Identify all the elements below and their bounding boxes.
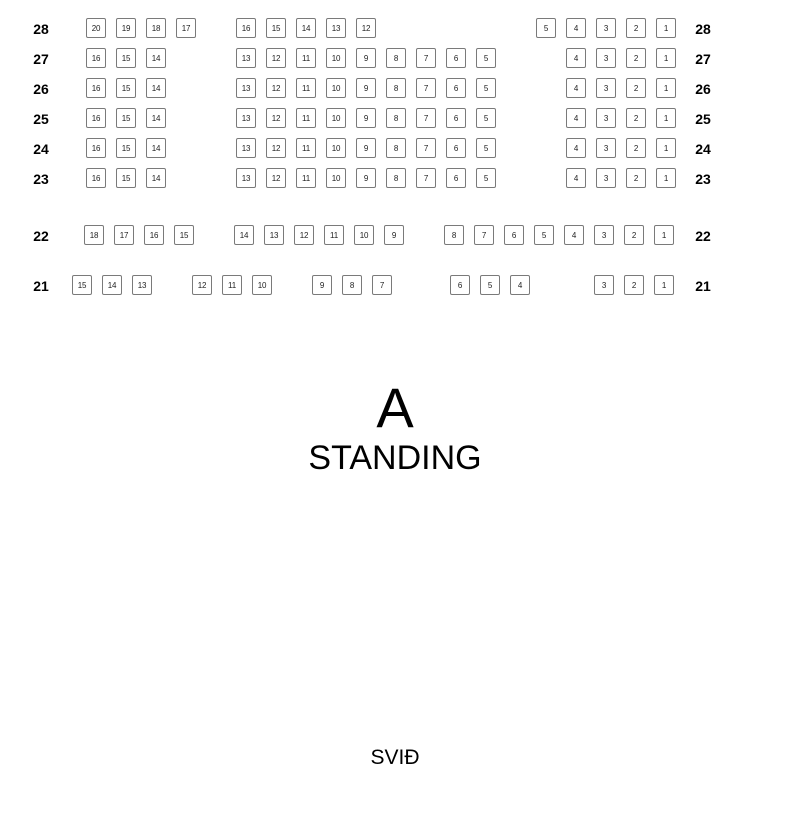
seat[interactable]: 8 — [386, 108, 406, 128]
seat[interactable]: 6 — [504, 225, 524, 245]
seat[interactable]: 3 — [594, 225, 614, 245]
seat[interactable]: 2 — [626, 138, 646, 158]
seat[interactable]: 9 — [356, 78, 376, 98]
seat[interactable]: 11 — [296, 108, 316, 128]
seat[interactable]: 12 — [266, 48, 286, 68]
seat[interactable]: 2 — [626, 78, 646, 98]
seat[interactable]: 16 — [86, 78, 106, 98]
stage-label: SVIÐ — [370, 746, 420, 769]
seat[interactable]: 10 — [252, 275, 272, 295]
seat[interactable]: 8 — [444, 225, 464, 245]
seat[interactable]: 12 — [192, 275, 212, 295]
seat[interactable]: 14 — [102, 275, 122, 295]
seat[interactable]: 13 — [236, 168, 256, 188]
seat[interactable]: 6 — [446, 168, 466, 188]
seat[interactable]: 2 — [626, 18, 646, 38]
seat[interactable]: 8 — [342, 275, 362, 295]
seat[interactable]: 5 — [476, 108, 496, 128]
seat[interactable]: 7 — [416, 138, 436, 158]
seat[interactable]: 14 — [146, 108, 166, 128]
seat[interactable]: 12 — [266, 138, 286, 158]
seat[interactable]: 4 — [566, 48, 586, 68]
row-label-left: 22 — [33, 228, 49, 244]
standing-section-label: STANDING — [308, 439, 482, 477]
seat[interactable]: 15 — [174, 225, 194, 245]
seat[interactable]: 15 — [116, 78, 136, 98]
seat[interactable]: 13 — [236, 78, 256, 98]
seat[interactable]: 17 — [176, 18, 196, 38]
seat[interactable]: 1 — [654, 275, 674, 295]
seat[interactable]: 9 — [356, 108, 376, 128]
seat[interactable]: 2 — [626, 168, 646, 188]
seat[interactable]: 5 — [536, 18, 556, 38]
seat[interactable]: 1 — [656, 108, 676, 128]
seat[interactable]: 6 — [446, 108, 466, 128]
row-label-left: 27 — [33, 51, 49, 67]
seat[interactable]: 14 — [146, 78, 166, 98]
seat[interactable]: 10 — [326, 138, 346, 158]
seat[interactable]: 8 — [386, 138, 406, 158]
seat[interactable]: 1 — [656, 168, 676, 188]
seat[interactable]: 5 — [476, 48, 496, 68]
seat[interactable]: 7 — [416, 78, 436, 98]
seat[interactable]: 9 — [356, 48, 376, 68]
seat[interactable]: 10 — [326, 48, 346, 68]
seat[interactable]: 5 — [476, 138, 496, 158]
seat[interactable]: 16 — [86, 108, 106, 128]
seat[interactable]: 12 — [294, 225, 314, 245]
seat[interactable]: 5 — [476, 168, 496, 188]
seat[interactable]: 13 — [132, 275, 152, 295]
seat[interactable]: 14 — [146, 138, 166, 158]
seat-row — [0, 168, 790, 190]
seat[interactable]: 3 — [596, 168, 616, 188]
seat[interactable]: 4 — [566, 108, 586, 128]
seat[interactable]: 6 — [446, 78, 466, 98]
seat-row — [0, 18, 790, 40]
seat[interactable]: 2 — [626, 108, 646, 128]
seat[interactable]: 1 — [656, 138, 676, 158]
seat[interactable]: 12 — [266, 168, 286, 188]
seat[interactable]: 6 — [446, 138, 466, 158]
seat[interactable]: 3 — [596, 18, 616, 38]
row-label-right: 24 — [695, 141, 711, 157]
seat[interactable]: 7 — [416, 48, 436, 68]
seat[interactable]: 8 — [386, 168, 406, 188]
seat[interactable]: 7 — [372, 275, 392, 295]
seat[interactable]: 4 — [566, 138, 586, 158]
row-label-right: 27 — [695, 51, 711, 67]
seat[interactable]: 19 — [116, 18, 136, 38]
seat[interactable]: 13 — [326, 18, 346, 38]
seat[interactable]: 17 — [114, 225, 134, 245]
seat-row — [0, 138, 790, 160]
seat-row — [0, 78, 790, 100]
seat[interactable]: 9 — [356, 168, 376, 188]
seat[interactable]: 20 — [86, 18, 106, 38]
seat[interactable]: 11 — [296, 48, 316, 68]
seat-row — [0, 48, 790, 70]
seat[interactable]: 11 — [222, 275, 242, 295]
seat[interactable]: 13 — [264, 225, 284, 245]
seat[interactable]: 3 — [596, 108, 616, 128]
seat[interactable]: 14 — [296, 18, 316, 38]
seat[interactable]: 7 — [416, 108, 436, 128]
seat[interactable]: 16 — [86, 48, 106, 68]
seat[interactable]: 8 — [386, 78, 406, 98]
seat[interactable]: 14 — [234, 225, 254, 245]
seat[interactable]: 15 — [72, 275, 92, 295]
seat[interactable]: 4 — [566, 78, 586, 98]
seat[interactable]: 9 — [356, 138, 376, 158]
seat-row — [0, 225, 790, 247]
seat[interactable]: 13 — [236, 48, 256, 68]
seat[interactable]: 9 — [384, 225, 404, 245]
row-label-right: 26 — [695, 81, 711, 97]
seat[interactable]: 3 — [594, 275, 614, 295]
seat[interactable]: 10 — [326, 168, 346, 188]
seat[interactable]: 13 — [236, 138, 256, 158]
seat[interactable]: 15 — [116, 138, 136, 158]
seat-row — [0, 108, 790, 130]
seat[interactable]: 5 — [476, 78, 496, 98]
seat-row — [0, 275, 790, 297]
seat[interactable]: 4 — [510, 275, 530, 295]
standing-section-letter: A — [376, 376, 414, 439]
row-label-right: 28 — [695, 21, 711, 37]
seat[interactable]: 1 — [656, 18, 676, 38]
row-label-left: 21 — [33, 278, 49, 294]
seat[interactable]: 7 — [474, 225, 494, 245]
seat[interactable]: 6 — [446, 48, 466, 68]
seat[interactable]: 3 — [596, 78, 616, 98]
seat[interactable]: 6 — [450, 275, 470, 295]
seat[interactable]: 11 — [296, 78, 316, 98]
seat[interactable]: 16 — [86, 138, 106, 158]
seat[interactable]: 10 — [326, 108, 346, 128]
seat[interactable]: 10 — [326, 78, 346, 98]
seat[interactable]: 4 — [566, 168, 586, 188]
seat[interactable]: 2 — [624, 225, 644, 245]
seat[interactable]: 18 — [146, 18, 166, 38]
row-label-left: 26 — [33, 81, 49, 97]
seat[interactable]: 2 — [624, 275, 644, 295]
row-label-right: 22 — [695, 228, 711, 244]
seat[interactable]: 1 — [656, 48, 676, 68]
seat[interactable]: 3 — [596, 48, 616, 68]
seat[interactable]: 4 — [564, 225, 584, 245]
seat[interactable]: 13 — [236, 108, 256, 128]
row-label-left: 24 — [33, 141, 49, 157]
row-label-left: 28 — [33, 21, 49, 37]
seat[interactable]: 11 — [296, 168, 316, 188]
row-label-left: 25 — [33, 111, 49, 127]
seat[interactable]: 14 — [146, 168, 166, 188]
seat[interactable]: 16 — [86, 168, 106, 188]
seat[interactable]: 2 — [626, 48, 646, 68]
seat[interactable]: 15 — [116, 108, 136, 128]
seat[interactable]: 12 — [356, 18, 376, 38]
seat[interactable]: 12 — [266, 78, 286, 98]
seat[interactable]: 18 — [84, 225, 104, 245]
seat[interactable]: 14 — [146, 48, 166, 68]
row-label-right: 21 — [695, 278, 711, 294]
seat[interactable]: 15 — [116, 168, 136, 188]
row-label-right: 23 — [695, 171, 711, 187]
seat[interactable]: 5 — [480, 275, 500, 295]
seat[interactable]: 11 — [296, 138, 316, 158]
seat[interactable]: 12 — [266, 108, 286, 128]
seat[interactable]: 1 — [654, 225, 674, 245]
row-label-left: 23 — [33, 171, 49, 187]
seat[interactable]: 3 — [596, 138, 616, 158]
seat[interactable]: 16 — [144, 225, 164, 245]
seat[interactable]: 7 — [416, 168, 436, 188]
seat[interactable]: 15 — [266, 18, 286, 38]
seat[interactable]: 16 — [236, 18, 256, 38]
seat[interactable]: 9 — [312, 275, 332, 295]
seat[interactable]: 5 — [534, 225, 554, 245]
seat[interactable]: 4 — [566, 18, 586, 38]
seat[interactable]: 10 — [354, 225, 374, 245]
seat[interactable]: 15 — [116, 48, 136, 68]
seat[interactable]: 8 — [386, 48, 406, 68]
seat[interactable]: 11 — [324, 225, 344, 245]
row-label-right: 25 — [695, 111, 711, 127]
seat[interactable]: 1 — [656, 78, 676, 98]
